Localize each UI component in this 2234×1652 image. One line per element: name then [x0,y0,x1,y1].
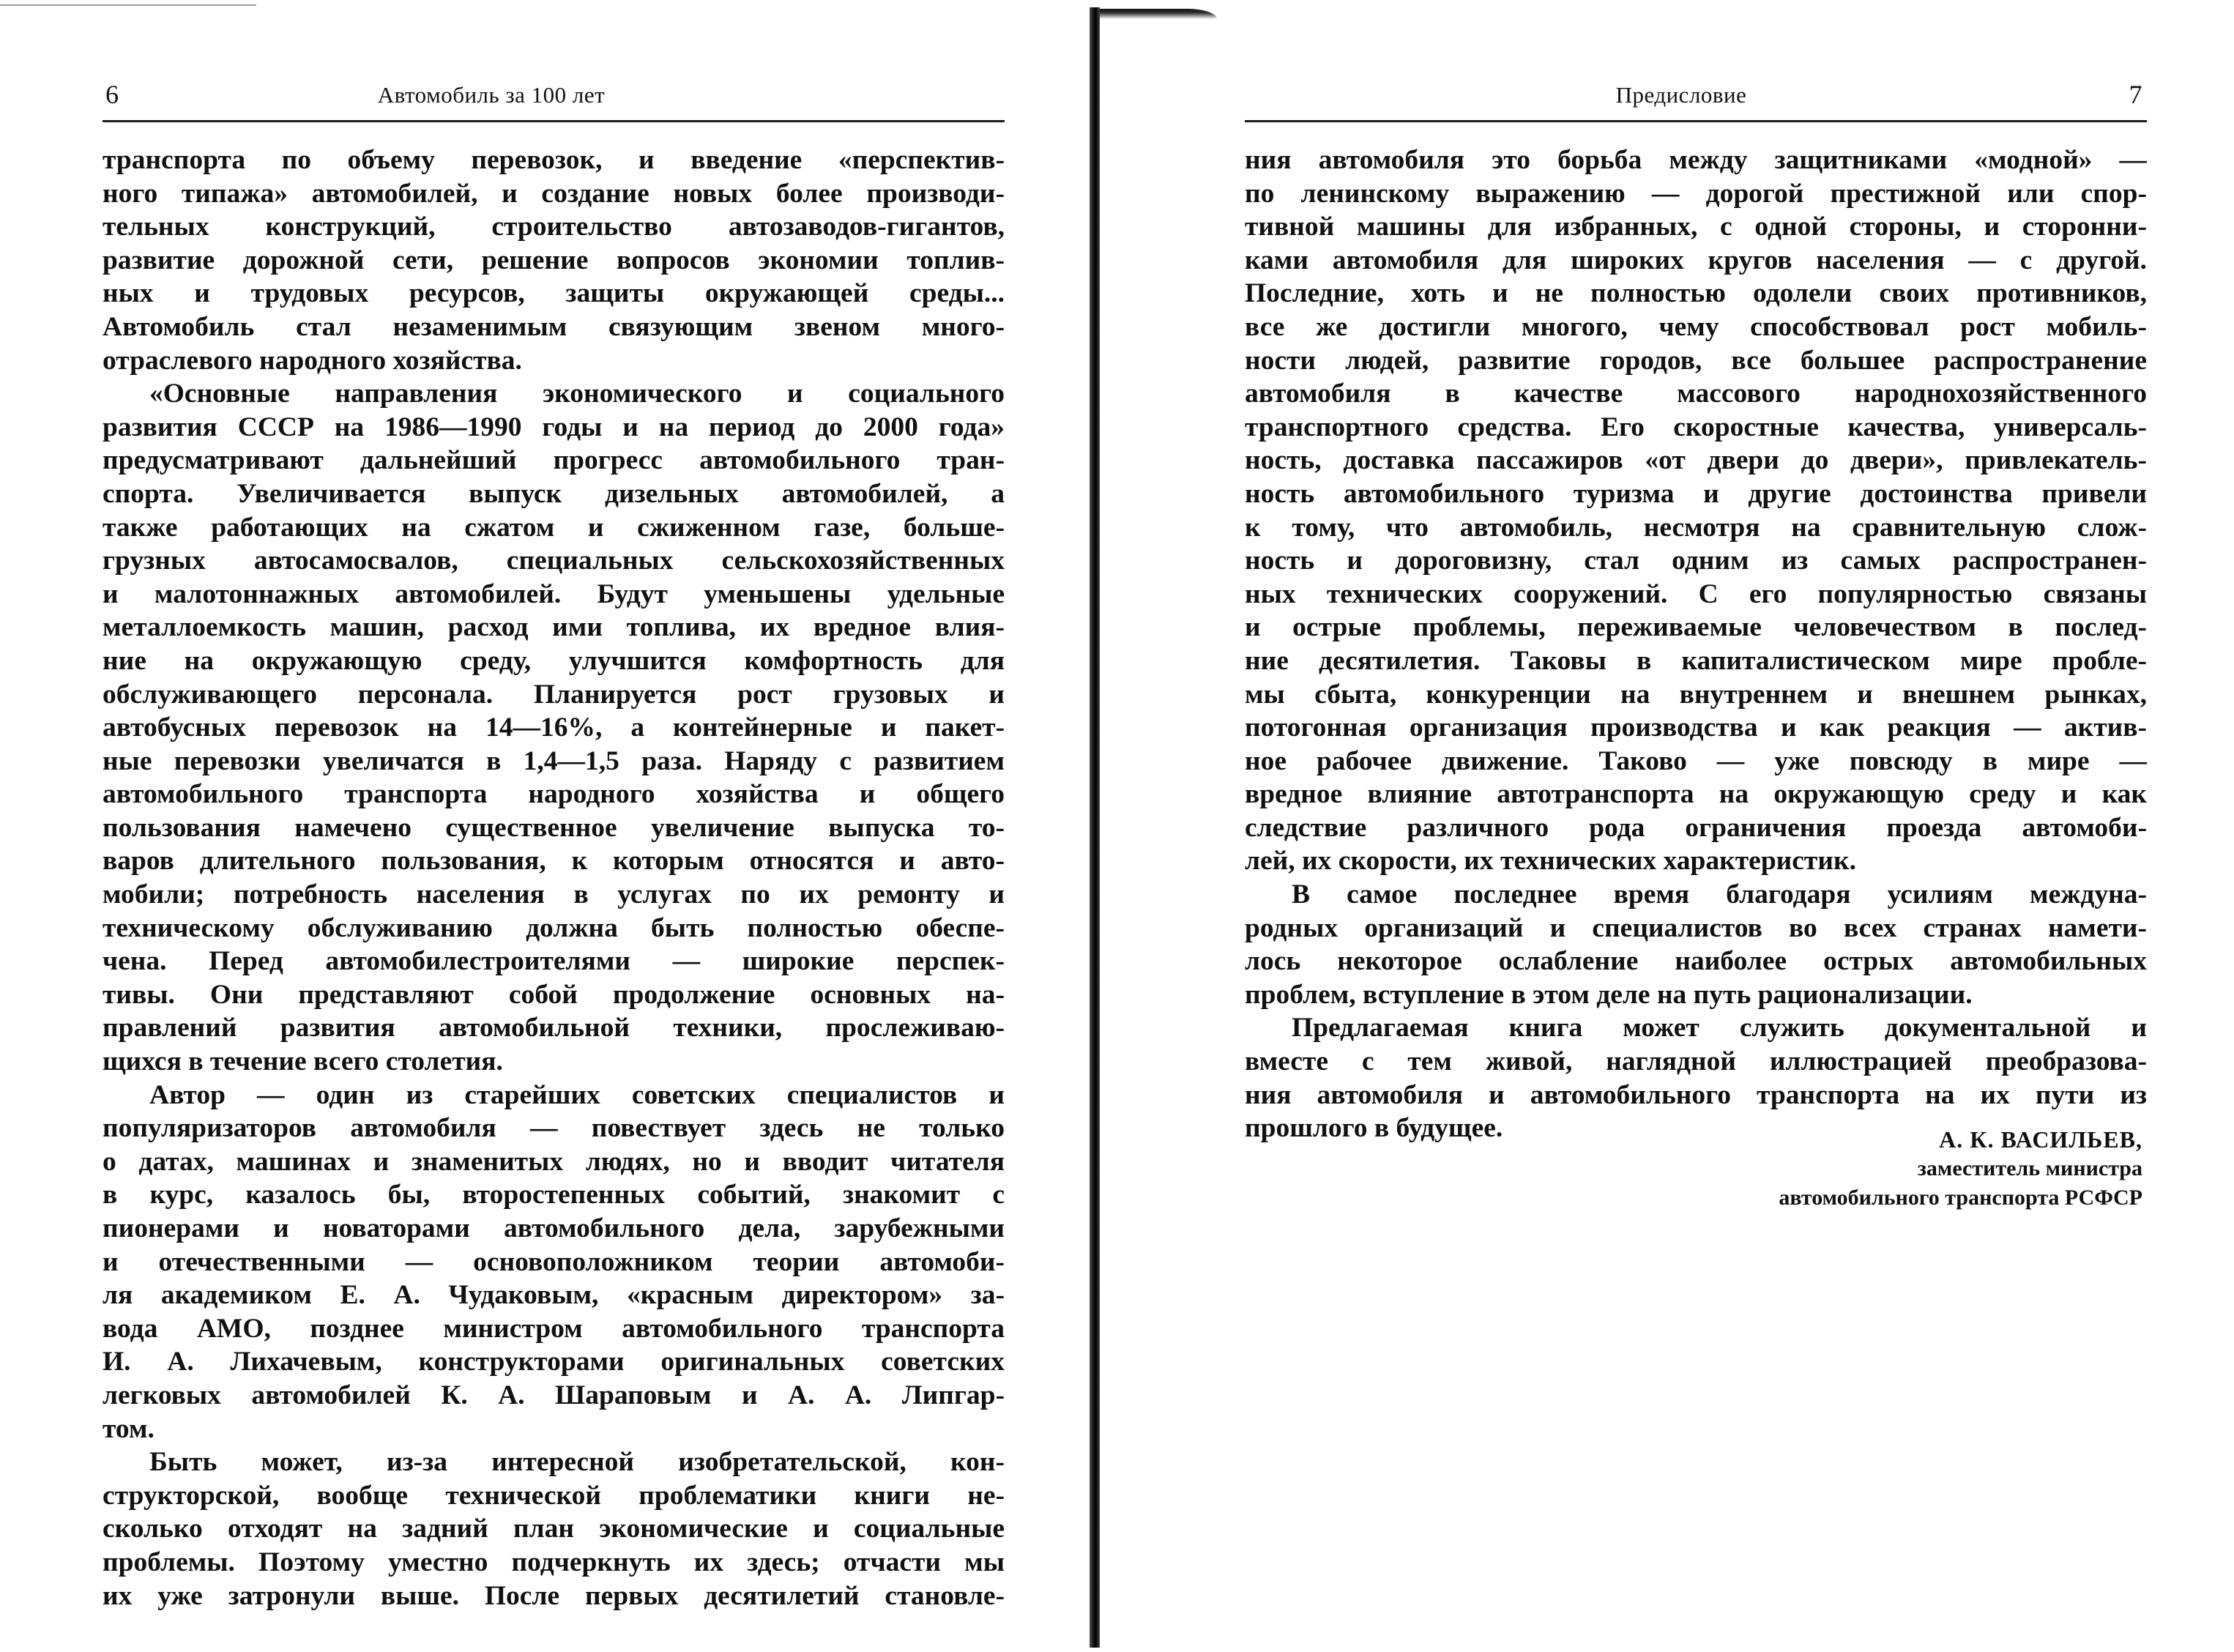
left-head-rule [103,120,1005,122]
text-line: ность и дороговизну, стал одним из самых распространен- [1245,546,2147,576]
text-line: Быть может, из-за интересной изобретательской, кон- [149,1447,1005,1478]
text-line: и острые проблемы, переживаемые человечеством в послед- [1245,612,2147,643]
text-line: вредное влияние автотранспорта на окружающую среду и как [1245,779,2147,810]
text-line: пользования намечено существенное увеличение выпуска то- [103,812,1005,843]
text-line: спорта. Увеличивается выпуск дизельных автомобилей, а [103,478,1005,509]
signature-block [1779,1125,2142,1213]
text-line: проблемы. Поэтому уместно подчеркнуть их здесь; отчасти мы [103,1547,1005,1577]
signature-name: А. К. ВАСИЛЬЕВ, [1939,1126,2142,1153]
text-line: ния автомобиля это борьба между защитниками «модной» — [1245,145,2147,175]
text-line: вместе с тем живой, наглядной иллюстрацией преобразова- [1245,1046,2147,1077]
text-line: прошлого в будущее. [1245,1113,1503,1144]
text-line: транспортного средства. Его скоростные качества, универсаль- [1245,412,2147,442]
text-line: их уже затронули выше. После первых десятилетий становле- [103,1580,1005,1611]
text-line: ние на окружающую среду, улучшится комфортность для [103,645,1005,676]
right-running-title: Предисловие [1615,82,1747,108]
text-line: сколько отходят на задний план экономические и социальные [103,1514,1005,1544]
text-line: легковых автомобилей К. А. Шараповым и А. А. Липгар- [103,1380,1005,1410]
text-line: родных организаций и специалистов во всех странах намети- [1245,912,2147,943]
text-line: правлений развития автомобильной техники, прослеживаю- [103,1013,1005,1043]
text-line: грузных автосамосвалов, специальных сельскохозяйственных [103,546,1005,576]
text-line: мы сбыта, конкуренции на внутреннем и внешнем рынках, [1245,679,2147,710]
text-line: транспорта по объему перевозок, и введение «перспектив- [103,145,1005,175]
text-line: ное рабочее движение. Таково — уже повсюду в мире — [1245,745,2147,776]
text-line: ля академиком Е. А. Чудаковым, «красным директором» за- [103,1280,1005,1311]
text-line: автомобильного транспорта народного хозяйства и общего [103,779,1005,810]
signature-title-line-2: автомобильного транспорта РСФСР [1779,1186,2142,1210]
text-line: мобили; потребность населения в услугах по их ремонту и [103,879,1005,910]
text-line: ных технических сооружений. С его популярностью связаны [1245,578,2147,609]
text-line: тельных конструкций, строительство автозаводов-гигантов, [103,212,1005,242]
text-line: ками автомобиля для широких кругов населения — с другой. [1245,245,2147,275]
text-line: Последние, хоть и не полностью одолели своих противников, [1245,278,2147,309]
left-running-head [103,79,1005,120]
text-line: чена. Перед автомобилестроителями — широкие перспек- [103,946,1005,977]
text-line: том. [103,1413,154,1444]
text-line: автобусных перевозок на 14—16%, а контейнерные и пакет- [103,712,1005,743]
text-line: В самое последнее время благодаря усилиям междуна- [1292,879,2147,910]
text-line: техническому обслуживанию должна быть полностью обеспе- [103,912,1005,943]
text-line: ность, доставка пассажиров «от двери до двери», привлекатель- [1245,445,2147,476]
text-line: развития СССР на 1986—1990 годы и на период до 2000 года» [103,412,1005,442]
text-line: в курс, казалось бы, второстепенных событий, знакомит с [103,1180,1005,1210]
text-line: автомобиля в качестве массового народнохозяйственного [1245,379,2147,409]
right-running-head [1245,79,2147,120]
text-line: варов длительного пользования, к которым относятся и авто- [103,846,1005,877]
text-line: отраслевого народного хозяйства. [103,345,522,376]
left-running-title: Автомобиль за 100 лет [377,82,606,108]
text-line: «Основные направления экономического и социального [149,379,1005,409]
text-line: ного типажа» автомобилей, и создание новых более производи- [103,178,1005,209]
signature-title-line-1: заместитель министра [1917,1156,2142,1180]
text-line: обслуживающего персонала. Планируется рост грузовых и [103,679,1005,710]
text-line: лось некоторое ослабление наиболее острых автомобильных [1245,946,2147,977]
text-line: все же достигли многого, чему способствовал рост мобиль- [1245,311,2147,342]
left-body-text [103,144,1005,1612]
text-line: предусматривают дальнейший прогресс автомобильного тран- [103,445,1005,476]
text-line: и отечественными — основоположником теории автомоби- [103,1246,1005,1277]
text-line: ность автомобильного туризма и другие достоинства привели [1245,478,2147,509]
book-gutter-shadow [1090,7,1100,1648]
text-line: пионерами и новаторами автомобильного дела, зарубежными [103,1213,1005,1243]
right-head-rule [1245,120,2147,122]
text-line: металлоемкость машин, расход ими топлива, их вредное влия- [103,612,1005,643]
text-line: Автор — один из старейших советских специалистов и [149,1079,1005,1110]
text-line: ние десятилетия. Таковы в капиталистическом мире пробле- [1245,645,2147,676]
text-line: И. А. Лихачевым, конструкторами оригинальных советских [103,1347,1005,1377]
right-body-text [1245,144,2147,1145]
text-line: следствие различного рода ограничения проезда автомоби- [1245,812,2147,843]
text-line: ния автомобиля и автомобильного транспорта на их пути из [1245,1079,2147,1110]
text-line: тивы. Они представляют собой продолжение основных на- [103,979,1005,1010]
text-line: ные перевозки увеличатся в 1,4—1,5 раза. Наряду с развитием [103,745,1005,776]
text-line: проблем, вступление в этом деле на путь рационализации. [1245,979,1973,1010]
text-line: лей, их скорости, их технических характеристик. [1245,846,1856,877]
right-page-number: 7 [2129,80,2142,109]
text-line: о датах, машинах и знаменитых людях, но и вводит читателя [103,1146,1005,1177]
right-page [1245,0,2147,1652]
text-line: по ленинскому выражению — дорогой престижной или спор- [1245,178,2147,209]
text-line: Предлагаемая книга может служить документальной и [1292,1013,2147,1043]
book-gutter-flare [1100,9,1217,19]
text-line: тивной машины для избранных, с одной стороны, и сторонни- [1245,212,2147,242]
text-line: к тому, что автомобиль, несмотря на сравнительную слож- [1245,512,2147,543]
text-line: и малотоннажных автомобилей. Будут уменьшены удельные [103,578,1005,609]
text-line: ности людей, развитие городов, все большее распространение [1245,345,2147,376]
left-page-number: 6 [105,80,119,109]
text-line: потогонная организация производства и как реакция — актив- [1245,712,2147,743]
text-line: также работающих на сжатом и сжиженном газе, больше- [103,512,1005,543]
text-line: Автомобиль стал незаменимым связующим звеном много- [103,311,1005,342]
text-line: развитие дорожной сети, решение вопросов экономии топлив- [103,245,1005,275]
text-line: структорской, вообще технической проблематики книги не- [103,1480,1005,1511]
text-line: вода АМО, позднее министром автомобильного транспорта [103,1313,1005,1344]
text-line: щихся в течение всего столетия. [103,1046,503,1077]
left-page [103,0,1005,1652]
text-line: ных и трудовых ресурсов, защиты окружающей среды... [103,278,1005,309]
text-line: популяризаторов автомобиля — повествует здесь не только [103,1113,1005,1144]
